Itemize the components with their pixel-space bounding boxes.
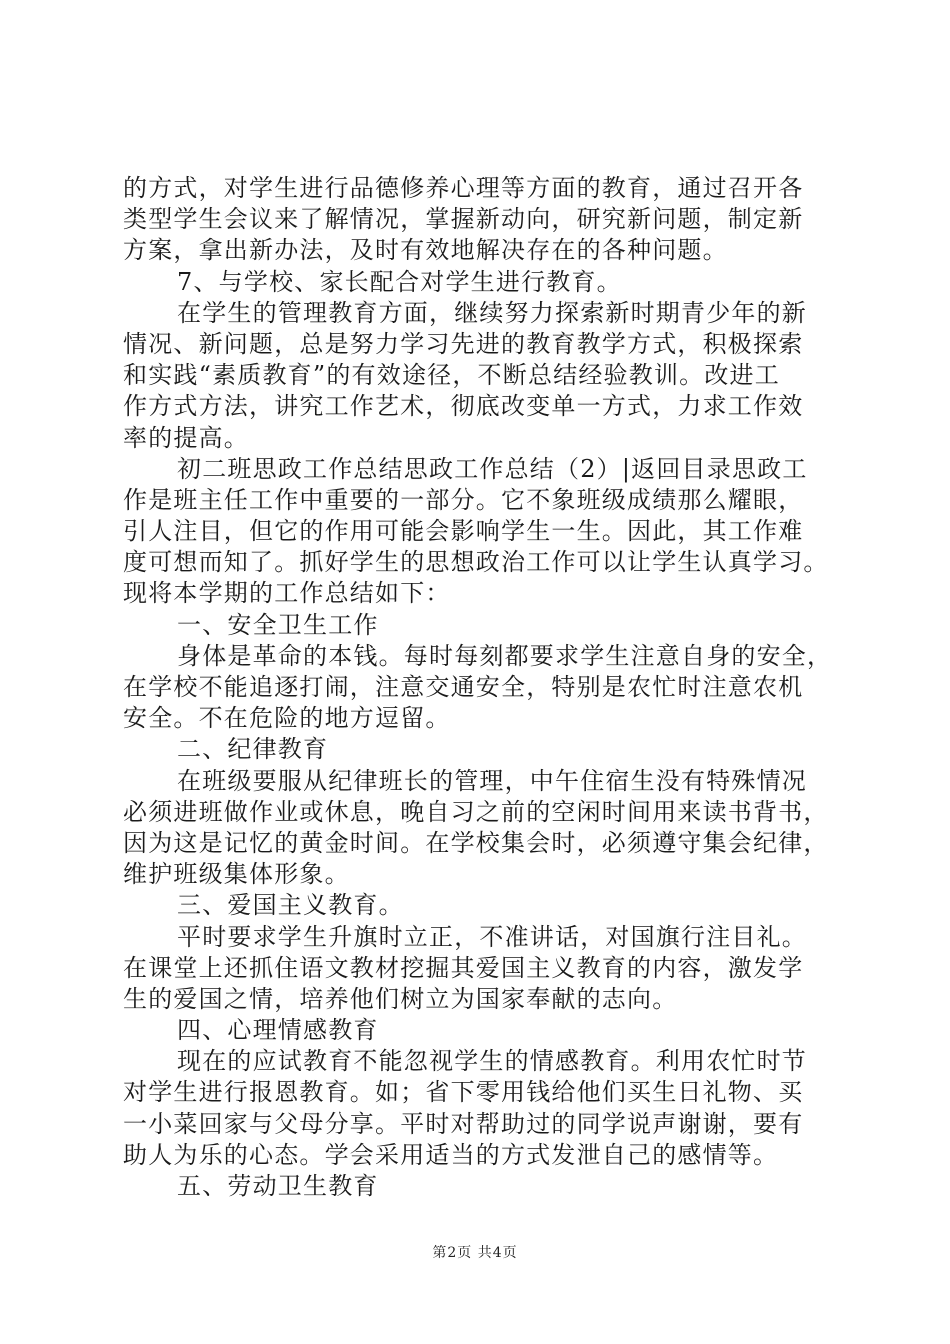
text-line: 生的爱国之情，培养他们树立为国家奉献的志向。: [123, 984, 678, 1013]
document-body: [123, 173, 843, 1202]
text-line: 安全。不在危险的地方逗留。: [123, 704, 451, 733]
text-line: 对学生进行报恩教育。如；省下零用钱给他们买生日礼物、买: [123, 1078, 804, 1107]
text-line: 在课堂上还抓住语文教材挖掘其爱国主义教育的内容，激发学: [123, 953, 804, 982]
text-line: 率的提高。: [123, 423, 249, 452]
text-line: 方案，拿出新办法，及时有效地解决存在的各种问题。: [123, 236, 728, 265]
text-line: 四、心理情感教育: [177, 1016, 379, 1045]
text-line: 一、安全卫生工作: [177, 610, 379, 639]
text-line: 在学校不能追逐打闹，注意交通安全，特别是农忙时注意农机: [123, 673, 804, 701]
text-line: 初二班思政工作总结思政工作总结（2）|返回目录思政工: [177, 454, 808, 483]
text-line: 因为这是记忆的黄金时间。在学校集会时，必须遵守集会纪律，: [123, 828, 829, 857]
text-line: 度可想而知了。抓好学生的思想政治工作可以让学生认真学习。: [123, 548, 829, 577]
text-line: 情况、新问题，总是努力学习先进的教育教学方式，积极探索: [123, 329, 804, 358]
text-line: 和实践“素质教育”的有效途径，不断总结经验教训。改进工: [123, 361, 780, 390]
text-line: 作是班主任工作中重要的一部分。它不象班级成绩那么耀眼，: [123, 485, 804, 514]
text-line: 维护班级集体形象。: [123, 860, 350, 889]
page-number-footer: 第2页 共4页: [432, 1245, 518, 1261]
text-line: 作方式方法，讲究工作艺术，彻底改变单一方式，力求工作效: [123, 392, 804, 421]
text-line: 一小菜回家与父母分享。平时对帮助过的同学说声谢谢，要有: [123, 1109, 804, 1138]
text-line: 引人注目，但它的作用可能会影响学生一生。因此，其工作难: [123, 517, 804, 546]
text-line: 二、纪律教育: [177, 735, 329, 764]
text-line: 在学生的管理教育方面，继续努力探索新时期青少年的新: [177, 298, 807, 327]
text-line: 平时要求学生升旗时立正，不准讲话，对国旗行注目礼。: [177, 922, 807, 951]
text-line: 7、与学校、家长配合对学生进行教育。: [177, 267, 622, 296]
text-line: 五、劳动卫生教育: [177, 1172, 379, 1200]
text-line: 的方式，对学生进行品德修养心理等方面的教育，通过召开各: [123, 174, 804, 202]
text-line: 身体是革命的本钱。每时每刻都要求学生注意自身的安全，: [177, 641, 833, 670]
text-line: 现将本学期的工作总结如下：: [123, 579, 451, 608]
text-line: 现在的应试教育不能忽视学生的情感教育。利用农忙时节: [177, 1047, 807, 1076]
text-line: 类型学生会议来了解情况，掌握新动向，研究新问题，制定新: [123, 205, 804, 234]
text-line: 在班级要服从纪律班长的管理，中午住宿生没有特殊情况: [177, 766, 807, 795]
text-line: 三、爱国主义教育。: [177, 891, 404, 920]
text-line: 助人为乐的心态。学会采用适当的方式发泄自己的感情等。: [123, 1140, 779, 1169]
text-line: 必须进班做作业或休息，晚自习之前的空闲时间用来读书背书，: [123, 797, 829, 826]
